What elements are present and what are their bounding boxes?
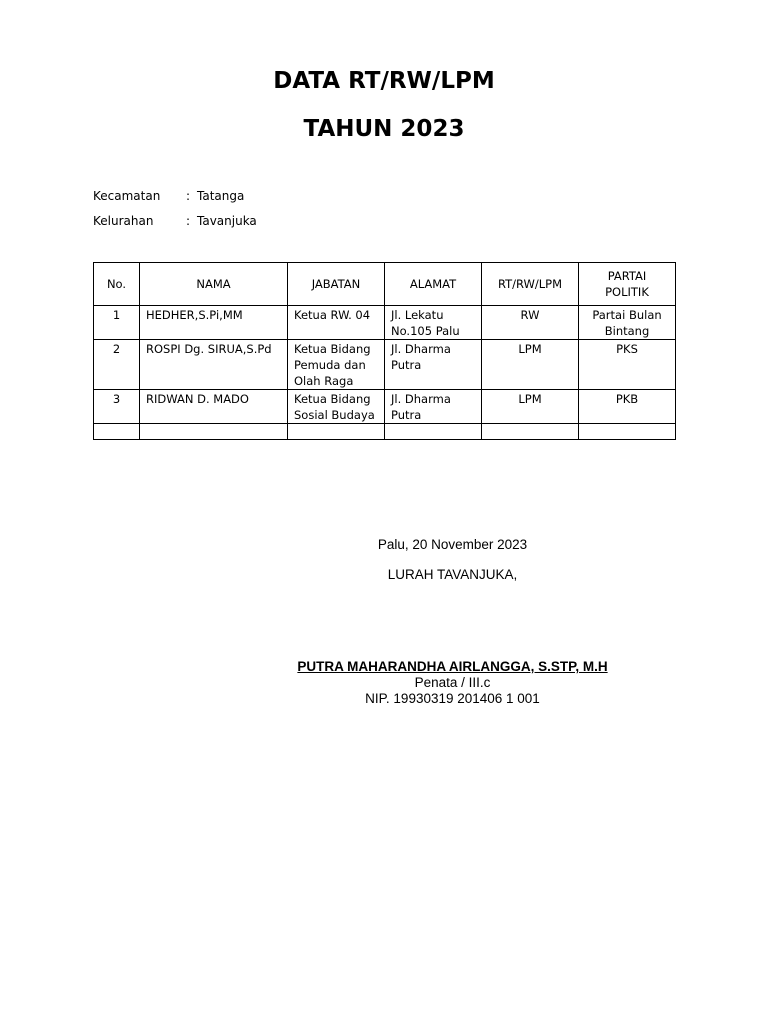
header-rtrwlpm: RT/RW/LPM xyxy=(482,263,579,306)
signature-name: PUTRA MAHARANDHA AIRLANGGA, S.STP, M.H xyxy=(297,659,608,674)
table-row xyxy=(94,340,676,390)
header-partai-politik xyxy=(579,263,676,306)
signature-rank: Penata / III.c xyxy=(414,675,491,690)
kelurahan-value: Tavanjuka xyxy=(197,214,257,228)
cell-rtrwlpm: RW xyxy=(482,306,579,340)
cell-alamat xyxy=(385,390,482,424)
document-title: DATA RT/RW/LPM xyxy=(273,68,495,94)
jabatan-line: Sosial Budaya xyxy=(294,408,375,422)
cell-no: 2 xyxy=(94,340,140,390)
partai-line: Bintang xyxy=(604,324,650,338)
header-partai-line1: PARTAI xyxy=(607,269,647,283)
cell-jabatan xyxy=(288,306,385,340)
jabatan-line: Olah Raga xyxy=(294,374,354,388)
alamat-line: No.105 Palu xyxy=(391,324,460,338)
cell-empty xyxy=(94,424,140,440)
header-partai-line2: POLITIK xyxy=(605,285,649,299)
signature-place-date: Palu, 20 November 2023 xyxy=(377,537,528,552)
table-header-row xyxy=(94,263,676,306)
alamat-line: Putra xyxy=(391,408,422,422)
cell-empty xyxy=(482,424,579,440)
cell-empty xyxy=(288,424,385,440)
cell-partai xyxy=(579,390,676,424)
alamat-line: Jl. Lekatu xyxy=(391,308,444,322)
kecamatan-colon: : xyxy=(186,189,191,203)
kelurahan-label: Kelurahan xyxy=(93,214,154,228)
cell-nama: HEDHER,S.Pi,MM xyxy=(140,306,288,340)
cell-jabatan xyxy=(288,340,385,390)
cell-jabatan xyxy=(288,390,385,424)
signature-nip: NIP. 19930319 201406 1 001 xyxy=(365,691,540,706)
cell-nama: RIDWAN D. MADO xyxy=(140,390,288,424)
cell-no: 1 xyxy=(94,306,140,340)
cell-empty xyxy=(140,424,288,440)
cell-empty xyxy=(579,424,676,440)
cell-partai xyxy=(579,306,676,340)
table-row xyxy=(94,306,676,340)
partai-line: Partai Bulan xyxy=(592,308,662,322)
jabatan-line: Ketua Bidang xyxy=(294,342,371,356)
partai-line: PKS xyxy=(616,342,638,356)
jabatan-line: Ketua RW. 04 xyxy=(294,308,371,322)
header-nama: NAMA xyxy=(140,263,288,306)
jabatan-line: Ketua Bidang xyxy=(294,392,371,406)
table-row xyxy=(94,390,676,424)
header-no: No. xyxy=(94,263,140,306)
header-alamat: ALAMAT xyxy=(385,263,482,306)
alamat-line: Jl. Dharma xyxy=(391,342,451,356)
signature-name-block xyxy=(220,659,685,674)
cell-alamat xyxy=(385,340,482,390)
cell-rtrwlpm: LPM xyxy=(482,390,579,424)
kelurahan-colon: : xyxy=(186,214,191,228)
cell-alamat xyxy=(385,306,482,340)
kecamatan-value: Tatanga xyxy=(197,189,245,203)
header-jabatan: JABATAN xyxy=(288,263,385,306)
rt-rw-lpm-table xyxy=(93,262,676,440)
alamat-line: Jl. Dharma xyxy=(391,392,451,406)
kecamatan-label: Kecamatan xyxy=(93,189,161,203)
cell-partai xyxy=(579,340,676,390)
alamat-line: Putra xyxy=(391,358,422,372)
cell-empty xyxy=(385,424,482,440)
cell-nama: ROSPI Dg. SIRUA,S.Pd xyxy=(140,340,288,390)
cell-no: 3 xyxy=(94,390,140,424)
partai-line: PKB xyxy=(615,392,639,406)
document-year: TAHUN 2023 xyxy=(303,116,465,142)
jabatan-line: Pemuda dan xyxy=(294,358,366,372)
signature-position: LURAH TAVANJUKA, xyxy=(387,567,518,582)
table-row-empty xyxy=(94,424,676,440)
cell-rtrwlpm: LPM xyxy=(482,340,579,390)
